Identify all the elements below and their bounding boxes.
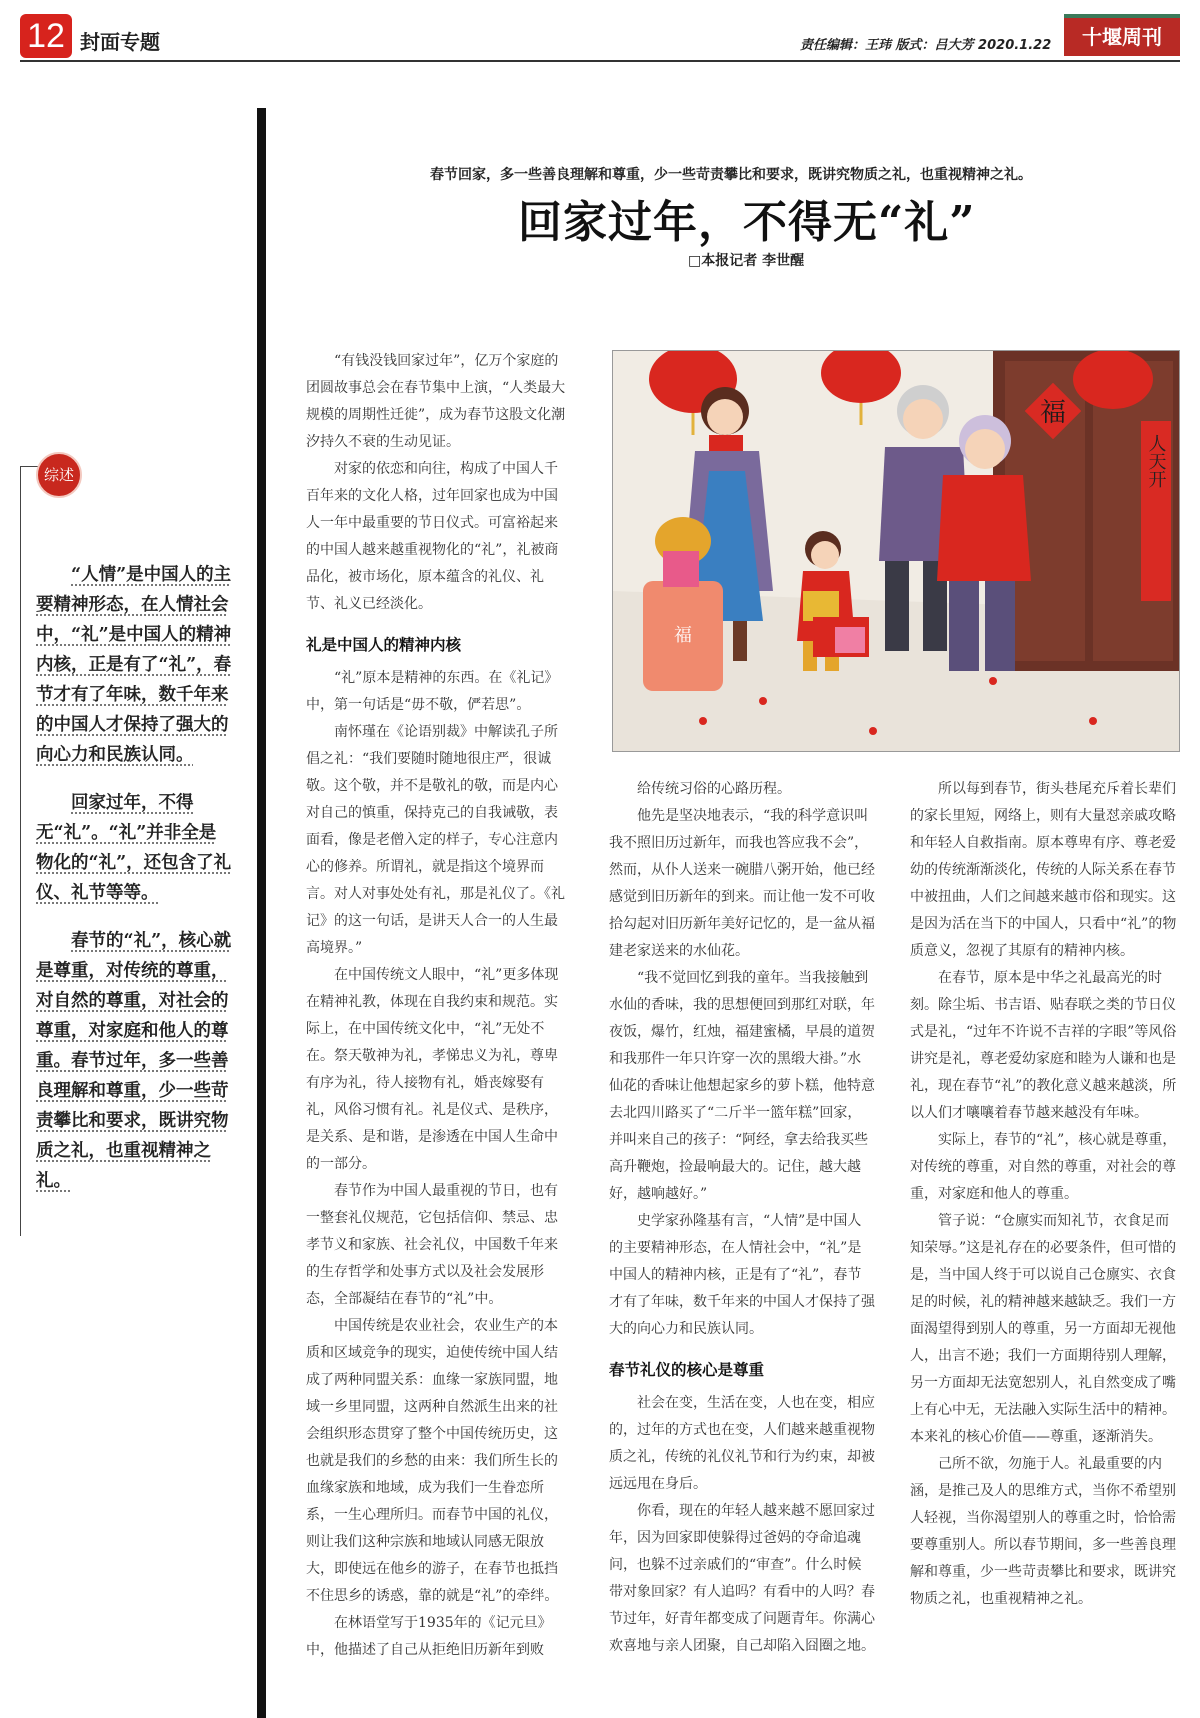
body-paragraph: “礼”原本是精神的东西。在《礼记》中，第一句话是“毋不敬，俨若思”。 [306,670,559,713]
body-paragraph: 南怀瑾在《论语别裁》中解读孔子所倡之礼：“我们要随时随地很庄严，很诚敬。这个敬，并不是敬礼的敬，而是内心对自己的慎重，保持克己的自我诫敬，表面看，像是老僧入定的样子，专心注意内心的修养。所谓礼，就是指这个境界而言。对人对事处处有礼，那是礼仪了。《礼记》的这一句话，是讲天人合一的人生最高境界。” [306,724,565,956]
body-paragraph: 实际上，春节的“礼”，核心就是尊重，对传统的尊重，对自然的尊重，对社会的尊重，对家庭和他人的尊重。 [910,1132,1177,1202]
article-column-3 [910,776,1178,1613]
body-paragraph: “我不觉回忆到我的童年。当我接触到水仙的香味，我的思想便回到那红对联，年夜饭，爆竹，红烛，福建蜜橘，早晨的道贺和我那件一年只许穿一次的黑缎大褂。”水仙花的香味让他想起家乡的萝卜糕，他特意去北四川路买了“二斤半一篮年糕”回家，并叫来自己的孩子：“阿经，拿去给我买些高升鞭炮，捡最响最大的。记住，越大越好，越响越好。” [609,970,875,1202]
masthead-logo: 十堰周刊 [1064,14,1180,56]
body-paragraph: 中国传统是农业社会，农业生产的本质和区域竞争的现实，迫使传统中国人结成了两种同盟关系：血缘一家族同盟，地域一乡里同盟，这两种自然派生出来的社会组织形态贯穿了整个中国传统历史，这也就是我们的乡愁的由来：我们所生长的血缘家族和地域，成为我们一生眷恋所系，一生心理所归。而春节中国的礼仪，则让我们这种宗族和地域认同感无限放大，即使远在他乡的游子，在春节也抵挡不住思乡的诱惑，靠的就是“礼”的牵绊。 [306,1318,559,1604]
summary-paragraph: 回家过年，不得无“礼”。“礼”并非全是物化的“礼”，还包含了礼仪、礼节等等。 [36,793,232,903]
article-title: 回家过年，不得无“礼” [518,197,976,248]
body-paragraph: “有钱没钱回家过年”，亿万个家庭的团圆故事总会在春节集中上演，“人类最大规模的周期性迁徙”，成为春节这股文化潮汐持久不衰的生动见证。 [306,353,566,450]
header-rule [20,60,1180,62]
body-paragraph: 社会在变，生活在变，人也在变，相应的，过年的方式也在变，人们越来越重视物质之礼，传统的礼仪礼节和行为约束，却被远远甩在身后。 [609,1395,875,1492]
body-paragraph: 他先是坚决地表示，“我的科学意识叫我不照旧历过新年，而我也答应我不会”，然而，从仆人送来一碗腊八粥开始，他已经感觉到旧历新年的到来。而让他一发不可收拾勾起对旧历新年美好记忆的，是一盆从福建老家送来的水仙花。 [609,808,875,959]
editor-credits: 责任编辑：王玮 版式：吕大芳 2020.1.22 [800,38,1052,53]
summary-paragraph: “人情”是中国人的主要精神形态，在人情社会中，“礼”是中国人的精神内核，正是有了“礼”，春节才有了年味，数千年来的中国人才保持了强大的向心力和民族认同。 [36,565,232,765]
article-column-2 [609,776,875,1660]
section-title: 封面专题 [80,30,160,54]
summary-badge: 综述 [36,452,82,498]
summary-paragraph: 春节的“礼”，核心就是尊重，对传统的尊重，对自然的尊重，对社会的尊重，对家庭和他人的尊重。春节过年，多一些善良理解和尊重，少一些苛责攀比和要求，既讲究物质之礼，也重视精神之礼。 [36,931,232,1191]
body-paragraph: 所以每到春节，街头巷尾充斥着长辈们的家长里短，网络上，则有大量怼亲戚攻略和年轻人自救指南。原本尊卑有序、尊老爱幼的传统渐渐淡化，传统的人际关系在春节中被扭曲，人们之间越来越市俗和现实。这是因为活在当下的中国人，只看中“礼”的物质意义，忽视了其原有的精神内核。 [910,781,1177,959]
body-paragraph: 史学家孙隆基有言，“人情”是中国人的主要精神形态，在人情社会中，“礼”是中国人的精神内核，正是有了“礼”，春节才有了年味，数千年来的中国人才保持了强大的向心力和民族认同。 [609,1213,875,1337]
article-column-1 [306,348,570,1664]
suitcase-character: 福 [674,625,692,646]
sidebar-rule [20,466,21,1236]
body-paragraph: 春节作为中国人最重视的节日，也有一整套礼仪规范，它包括信仰、禁忌、忠孝节义和家族、社会礼仪，中国数千年来的生存哲学和处事方式以及社会发展形态，全部凝结在春节的“礼”中。 [306,1183,558,1307]
page-number: 12 [20,14,72,58]
section-heading: 礼是中国人的精神内核 [306,636,462,654]
section-heading: 春节礼仪的核心是尊重 [609,1361,765,1379]
vertical-bar [257,108,266,1718]
body-paragraph: 在中国传统文人眼中，“礼”更多体现在精神礼教，体现在自我约束和规范。实际上，在中国传统文化中，“礼”无处不在。祭天敬神为礼，孝悌忠义为礼，尊卑有序为礼，待人接物有礼，婚丧嫁娶有礼，风俗习惯有礼。礼是仪式、是秩序，是关系、是和谐，是渗透在中国人生命中的一部分。 [306,967,559,1172]
body-paragraph: 在林语堂写于1935年的《记元旦》中，他描述了自己从拒绝旧历新年到败 [306,1615,552,1658]
article-deck: 春节回家，多一些善良理解和尊重，少一些苛责攀比和要求，既讲究物质之礼，也重视精神之礼。 [430,167,1032,183]
summary-sidebar [36,560,232,1214]
fu-character: 福 [1039,398,1067,428]
illustration-family-reunion [612,350,1180,752]
couplet-text: 人天开 [1145,434,1167,488]
article-byline: □本报记者 李世醒 [688,253,805,269]
body-paragraph: 你看，现在的年轻人越来越不愿回家过年，因为回家即使躲得过爸妈的夺命追魂问，也躲不过亲戚们的“审查”。什么时候带对象回家？有人追吗？有看中的人吗？春节过年，好青年都变成了问题青年。你满心欢喜地与亲人团聚，自己却陷入囧圈之地。 [609,1503,875,1654]
body-paragraph: 对家的依恋和向往，构成了中国人千百年来的文化人格，过年回家也成为中国人一年中最重要的节日仪式。可富裕起来的中国人越来越重视物化的“礼”，礼被商品化，被市场化，原本蕴含的礼仪、礼节、礼义已经淡化。 [306,461,559,612]
body-paragraph: 管子说：“仓廪实而知礼节，衣食足而知荣辱。”这是礼存在的必要条件，但可惜的是，当中国人终于可以说自己仓廪实、衣食足的时候，礼的精神越来越缺乏。我们一方面渴望得到别人的尊重，另一方面却无视他人，出言不逊；我们一方面期待别人理解，另一方面却无法宽恕别人，礼自然变成了嘴上有心中无，无法融入实际生活中的精神。本来礼的核心价值——尊重，逐渐消失。 [910,1213,1177,1445]
body-paragraph: 给传统习俗的心路历程。 [637,781,791,797]
body-paragraph: 在春节，原本是中华之礼最高光的时刻。除尘垢、书吉语、贴春联之类的节日仪式是礼，“过年不许说不吉祥的字眼”等风俗讲究是礼，尊老爱幼家庭和睦为人谦和也是礼，现在春节“礼”的教化意义越来越淡，所以人们才嚷嚷着春节越来越没有年味。 [910,970,1177,1121]
body-paragraph: 己所不欲，勿施于人。礼最重要的内涵，是推己及人的思维方式，当你不希望别人轻视，当你渴望别人的尊重之时，恰恰需要尊重别人。所以春节期间，多一些善良理解和尊重，少一些苛责攀比和要求，既讲究物质之礼，也重视精神之礼。 [910,1456,1176,1607]
